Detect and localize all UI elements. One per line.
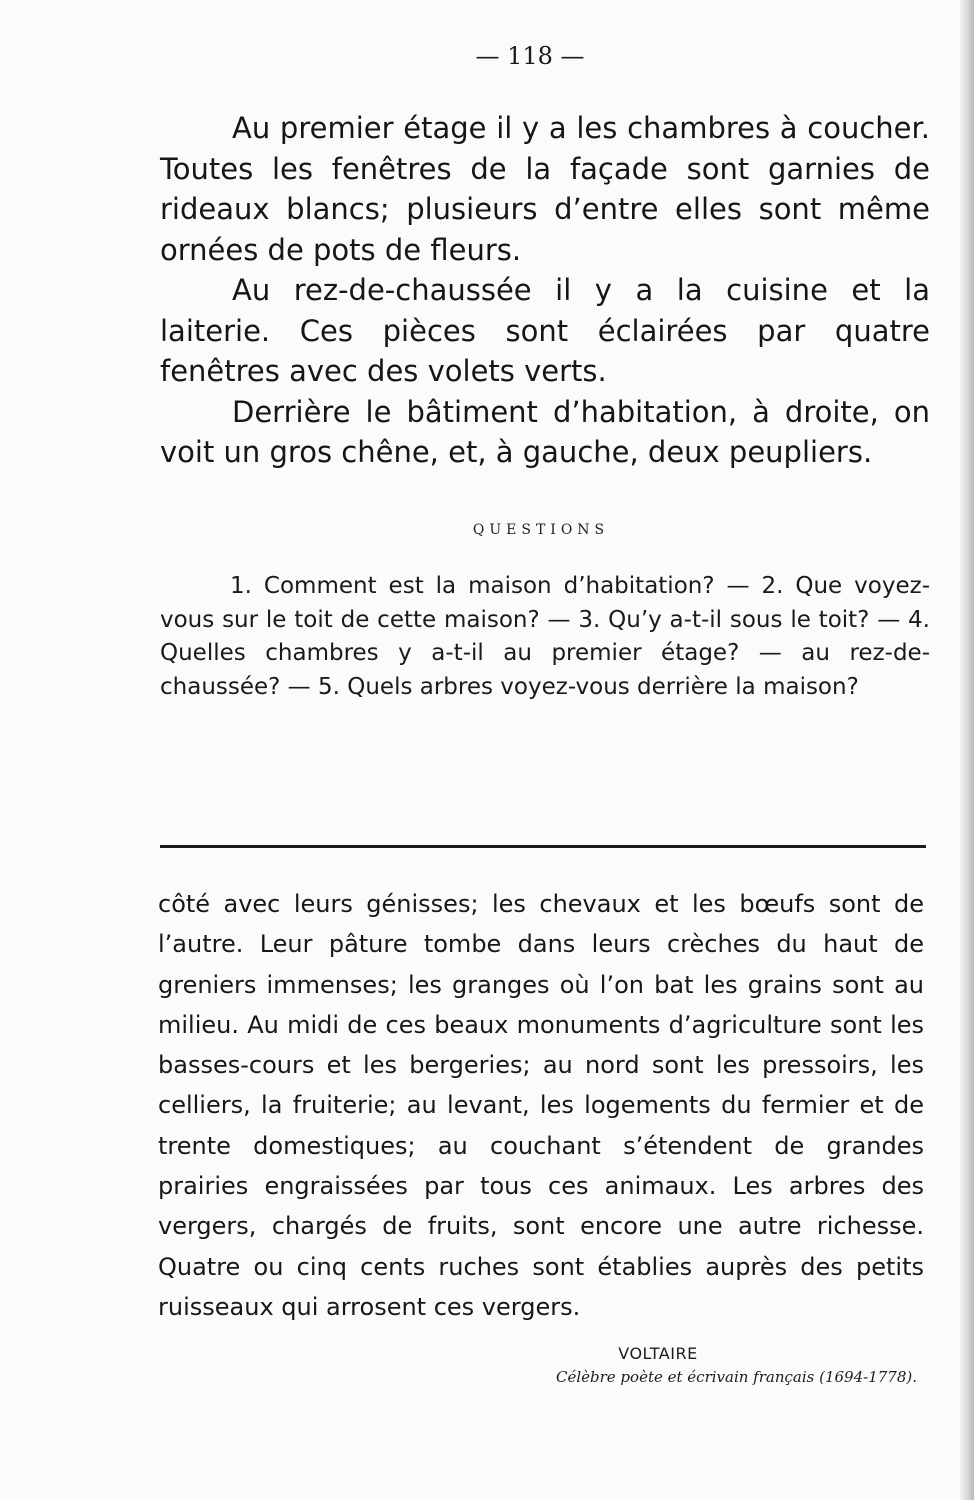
main-text — [160, 108, 930, 473]
questions-block — [160, 570, 930, 704]
page-number — [0, 42, 974, 70]
author-name: VOLTAIRE — [618, 1344, 698, 1363]
reading-passage-text: côté avec leurs génisses; les chevaux et les bœufs sont de l’autre. Leur pâture tombe dans leurs crèches du haut de greniers immenses; les granges où l’on bat les grains sont au milieu. Au midi de ces beaux monuments d’agriculture sont les basses-cours et les bergeries; au nord sont les pressoirs, les celliers, la fruiterie; au levant, les logements du fermier et de trente domestiques; au couchant s’étendent de grandes prairies engraissées par tous ces animaux. Les arbres des vergers, chargés de fruits, sont encore une autre richesse. Quatre ou cinq cents ruches sont établies auprès des petits ruisseaux qui arrosent ces vergers. — [158, 890, 924, 1321]
page-edge-shadow — [960, 0, 974, 1500]
paragraph-trees: Derrière le bâtiment d’habitation, à droite, on voit un gros chêne, et, à gauche, deux peupliers. — [160, 394, 930, 469]
questions-text: 1. Comment est la maison d’habitation? — 2. Que voyez-vous sur le toit de cette maison? — 3. Qu’y a-t-il sous le toit? — 4. Quelles chambres y a-t-il au premier étage? — au rez-de-chaussée? — 5. Quels arbres voyez-vous derrière la maison? — [160, 573, 930, 700]
paragraph-first-floor: Au premier étage il y a les chambres à coucher. Toutes les fenêtres de la façade sont garnies de rideaux blancs; plusieurs d’entre elles sont même ornées de pots de fleurs. — [160, 111, 930, 267]
reading-passage — [158, 884, 924, 1327]
paragraph-ground-floor: Au rez-de-chaussée il y a la cuisine et la laiterie. Ces pièces sont éclairées par quatre fenêtres avec des volets verts. — [160, 273, 930, 388]
questions-heading: QUESTIONS — [472, 522, 610, 538]
author-description: Célèbre poète et écrivain français (1694-1778). — [555, 1368, 917, 1386]
section-divider — [160, 845, 926, 848]
page-number-text: — 118 — — [475, 42, 585, 70]
